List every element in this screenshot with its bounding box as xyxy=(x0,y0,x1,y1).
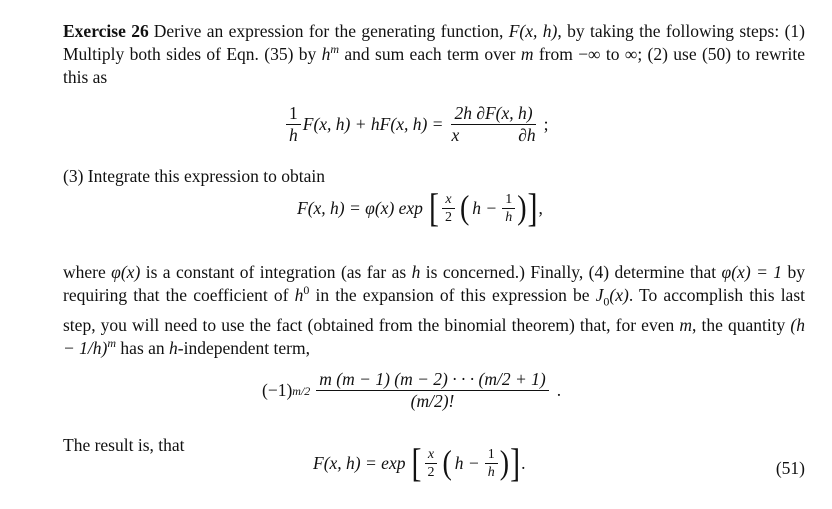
eq1-fraction: $\frac{1}{h}$ xyxy=(286,104,301,145)
result-text: The result is, that xyxy=(63,435,185,455)
eq1-rhs-fraction: 2h ∂F(x, h) x ∂h xyxy=(451,103,536,145)
exercise-paragraph: Exercise 26 Derive an expression for the generating function, F(x, h), by taking the following steps: (1) Multiply both sides of Eqn. (35) by $h^m$ and sum each term over m from −∞ to ∞; (2) use (50) to rewrite this as xyxy=(63,21,805,87)
exercise-label: Exercise 26 xyxy=(63,21,149,41)
equation-2: F(x, h) = φ(x) exp [ $\frac{x}{2}$ ( h − $\frac{1}{h}$ ) ] , xyxy=(297,185,543,231)
step3-text: (3) Integrate this expression to obtain xyxy=(63,166,325,186)
equation-number: (51) xyxy=(775,458,805,478)
equation-3: (−1) m/2 $\frac{m (m - 1) (m - 2) \cdot \cdot \cdot (m/2 + 1)}{(m/2)!}$ . xyxy=(262,369,562,411)
equation-51: F(x, h) = exp [ $\frac{x}{2}$ ( h − $\frac{1}{h}$ ) ] . xyxy=(313,440,526,486)
explanation-paragraph: where φ(x) is a constant of integration (as far as h is concerned.) Finally, (4) determine that φ(x) = 1 by requiring that the coefficient of $h^0$ in the expansion of this expression be $J_0(x)$. To accomplish this last step, you will need to use the fact (obtained from the binomial theorem) that, for even m, the quantity $(h - 1/h)^m$ has an h-independent term, xyxy=(63,262,805,358)
equation-1: $\frac{1}{h}$ F(x, h) + hF(x, h) = 2h ∂F(x, h) x ∂h ; xyxy=(284,104,548,145)
